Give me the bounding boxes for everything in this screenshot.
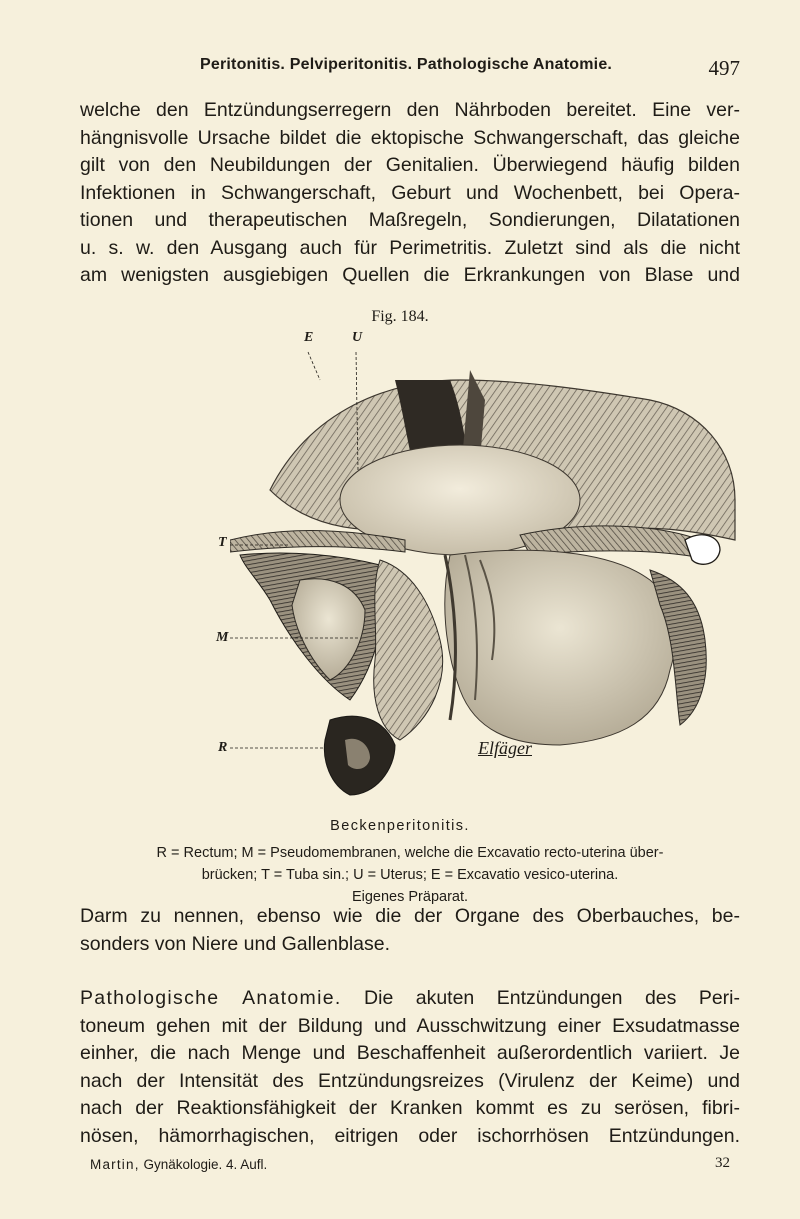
- text-line: nach der Reaktionsfähigkeit der Kranken kommt es zu serösen, fibri-: [80, 1097, 740, 1119]
- text-line: u. s. w. den Ausgang auch für Perimetritis. Zuletzt sind als die nicht: [80, 236, 740, 259]
- figure-caption: [100, 842, 720, 908]
- heading-continuation: Die akuten Entzündungen des Peri-: [364, 987, 741, 1009]
- caption-line: brücken; T = Tuba sin.; U = Uterus; E = Excavatio vesico-uterina.: [201, 867, 619, 883]
- figure-letter-u: U: [352, 330, 363, 345]
- figure-label: Fig. 184.: [371, 308, 429, 325]
- text-line: sonders von Niere und Gallenblase.: [80, 932, 391, 955]
- text-line: Darm zu nennen, ebenso wie die der Organe des Oberbauches, be-: [80, 905, 740, 927]
- running-title: Peritonitis. Pelviperitonitis. Pathologische Anatomie.: [200, 56, 613, 73]
- text-line: nösen, hämorrhagischen, eitrigen oder ischorrhösen Entzündungen.: [80, 1124, 740, 1147]
- text-line: einher, die nach Menge und Beschaffenheit außerordentlich variiert. Je: [80, 1042, 740, 1064]
- text-line: welche den Entzündungserregern den Nährboden bereitet. Eine ver-: [80, 99, 740, 121]
- paragraph-pathology: [80, 985, 740, 1150]
- artist-signature: Elfäger: [478, 738, 532, 758]
- figure-caption-title: Beckenperitonitis.: [330, 818, 470, 834]
- figure-letter-m: M: [216, 630, 229, 645]
- text-line: tionen und therapeutischen Maßregeln, Sondierungen, Dilatationen: [80, 209, 740, 231]
- text-line: gilt von den Neubildungen der Genitalien. Überwiegend häufig bilden: [80, 154, 740, 176]
- figure-letter-r: R: [218, 740, 228, 755]
- text-line: toneum gehen mit der Bildung und Ausschwitzung einer Exsudatmasse: [80, 1014, 740, 1037]
- text-line: nach der Intensität des Entzündungsreizes (Virulenz der Keime) und: [80, 1069, 740, 1092]
- page-header: [80, 56, 740, 82]
- paragraph-intro: [80, 97, 740, 290]
- text-line: [80, 985, 740, 1013]
- page-number: 497: [708, 56, 740, 80]
- footer-author: Martin,: [90, 1157, 140, 1172]
- figure-letter-e: E: [304, 330, 314, 345]
- page-footer: [90, 1157, 730, 1177]
- text-line: Infektionen in Schwangerschaft, Geburt und Wochenbett, bei Opera-: [80, 181, 740, 204]
- section-heading: Pathologische Anatomie.: [80, 987, 342, 1009]
- text-line: hängnisvolle Ursache bildet die ektopische Schwangerschaft, das gleiche: [80, 126, 740, 149]
- caption-line: R = Rectum; M = Pseudomembranen, welche die Excavatio recto-uterina über-: [156, 845, 664, 861]
- caption-line: Eigenes Präparat.: [351, 889, 469, 905]
- figure-letter-t: T: [218, 535, 227, 550]
- footer-book: Gynäkologie. 4. Aufl.: [143, 1157, 268, 1172]
- signature-mark: 32: [715, 1155, 730, 1171]
- paragraph-continued: [80, 903, 740, 958]
- text-line: am wenigsten ausgiebigen Quellen die Erkrankungen von Blase und: [80, 264, 740, 286]
